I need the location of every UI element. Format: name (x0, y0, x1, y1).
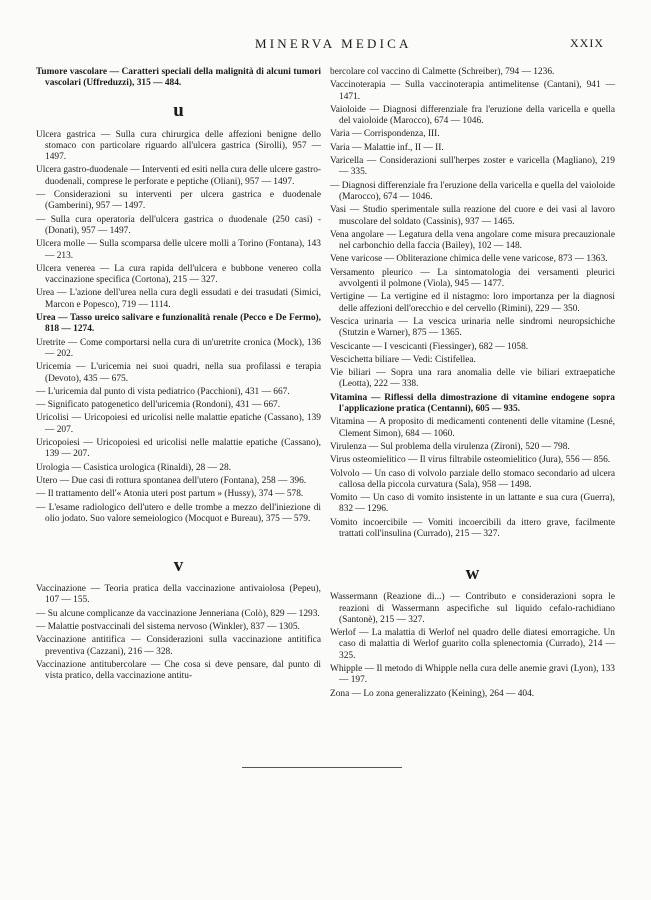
index-entry: Ulcera gastrica — Sulla cura chirurgica delle affezioni benigne dello stomaco con particolare riguardo all'ulcera gastrica (Sirolli), 957 — 1497. (36, 129, 321, 163)
index-entry: Virus osteomielitico — Il virus filtrabile osteomielitico (Jura), 556 — 856. (330, 455, 611, 466)
index-entry: Werlof — La malattia di Werlof nel quadro delle diatesi emorragiche. Un caso di malattia di Werlof guarito colla splenectomia (Currado), 214 — 325. (330, 628, 615, 661)
index-entry: Wassermann (Reazione di...) — Contributo e considerazioni sopra le reazioni di Wassermann aspecifiche sul liquido cefalo-rachidiano (Santonè), 215 — 327. (330, 592, 615, 625)
index-entry: Vaccinazione — Teoria pratica della vaccinazione antivaiolosa (Pepeu), 107 — 155. (36, 584, 321, 606)
index-entry: Vasi — Studio sperimentale sulla reazione del cuore e dei vasi al lavoro muscolare del soldato (Cassinis), 937 — 1465. (330, 205, 615, 227)
index-entry: Vaccinazione antitifica — Considerazioni sulla vaccinazione antitifica preventiva (Cazzani), 216 — 328. (36, 635, 321, 657)
page-number: XXIX (570, 36, 604, 50)
index-entry: Vaccinoterapia — Sulla vaccinoterapia antimelitense (Cantani), 941 — 1471. (330, 80, 615, 102)
index-entry: Varia — Corrispondenza, III. (330, 129, 440, 140)
index-entry: — Sulla cura operatoria dell'ulcera gastrica o duodenale (250 casi) - (Donati), 957 — 1497. (36, 214, 321, 236)
index-entry: Uricopoiesi — Uricopoiesi ed uricolisi nelle malattie epatiche (Cassano), 139 — 207. (36, 438, 321, 460)
index-entry: Vena angolare — Legatura della vena angolare come misura precauzionale nel carbonchio della faccia (Bailey), 102 — 148. (330, 229, 615, 252)
section-v-continued-entries (330, 67, 615, 540)
section-letter-u: u (173, 99, 184, 121)
index-entry: Versamento pleurico — La sintomatologia dei versamenti pleurici avvolgenti il polmone (Viola), 945 — 1477. (330, 267, 615, 290)
section-w-entries (330, 592, 615, 700)
index-entry: Vaccinazione antitubercolare — Che cosa si deve pensare, dal punto di vista pratico, della vaccinazione antitu- (36, 659, 321, 682)
index-entry: Urea — Tasso ureico salivare e funzionalità renale (Pecco e De Fermo), 818 — 1274. (36, 313, 321, 335)
index-entry: Vomito — Un caso di vomito insistente in un lattante e sua cura (Guerra), 832 — 1296. (330, 493, 615, 515)
running-head (0, 36, 651, 56)
index-entry: — Su alcune complicanze da vaccinazione Jenneriana (Colò), 829 — 1293. (36, 608, 320, 619)
index-entry: — Considerazioni su interventi per ulcera gastrica e duodenale (Gamberini), 957 — 1497. (36, 190, 321, 212)
index-entry: — Significato patogenetico dell'uricemia (Rondoni), 431 — 667. (36, 400, 281, 411)
index-entry: Urea — L'azione dell'urea nella cura degli essudati e dei trasudati (Simici, Marcon e Popesco), 719 — 1114. (36, 288, 321, 310)
index-entry: bercolare col vaccino di Calmette (Schreiber), 794 — 1236. (330, 67, 555, 77)
index-entry: Uricolisi — Uricopoiesi ed uricolisi nelle malattie epatiche (Cassano), 139 — 207. (36, 413, 321, 435)
index-entry: Vaioloide — Diagnosi differenziale fra l'eruzione della varicella e quella del vaioloide (Marocco), 674 — 1046. (330, 104, 615, 127)
left-column (36, 67, 321, 682)
section-v-entries (36, 584, 321, 682)
index-entry: Ulcera molle — Sulla scomparsa delle ulcere molli a Torino (Fontana), 143 — 213. (36, 239, 321, 261)
index-entry: Vescicante — I vescicanti (Fiessinger), 682 — 1058. (330, 341, 529, 352)
index-entry: Vitamina — Riflessi della dimostrazione di vitamine endogene sopra l'applicazione pratica (Centanni), 605 — 935. (330, 392, 615, 415)
index-entry: Varia — Malattie inf., II — II. (330, 142, 444, 153)
index-entry: Vescichetta biliare — Vedi: Cistifellea. (330, 354, 476, 365)
section-letter-w: w (465, 563, 480, 585)
journal-title: MINERVA MEDICA (255, 36, 412, 51)
index-entry: Ulcera gastro-duodenale — Interventi ed esiti nella cura delle ulcere gastro-duodenali, comprese le perforate e peptiche (Oliani), 957 — 1497. (36, 165, 321, 187)
section-letter-v: v (173, 555, 184, 577)
intro-entries (36, 67, 321, 90)
index-entry: Vie biliari — Sopra una rara anomalia delle vie biliari extraepatiche (Leotta), 222 — 338. (330, 368, 615, 390)
index-entry: — Il trattamento dell'« Atonia uteri post partum » (Hussy), 374 — 578. (36, 489, 304, 500)
index-entry: Varicella — Considerazioni sull'herpes zoster e varicella (Magliano), 219 — 335. (330, 156, 615, 178)
index-entry: — Diagnosi differenziale fra l'eruzione della varicella e quella del vaioloide (Marocco), 674 — 1046. (330, 180, 615, 202)
index-entry: Vescica urinaria — La vescica urinaria nelle sindromi neuropsichiche (Stutzin e Warner), 875 — 1365. (330, 316, 615, 339)
index-entry: — L'esame radiologico dell'utero e delle trombe a mezzo dell'iniezione di olio jodato. Suo valore semeiologico (Mocquot e Bureau), 375 — 579. (36, 502, 321, 524)
footer-rule (242, 767, 402, 768)
index-entry: Tumore vascolare — Caratteri speciali della malignità di alcuni tumori vascolari (Uffreduzzi), 315 — 484. (36, 67, 321, 89)
index-entry: Vitamina — A proposito di medicamenti contenenti delle vitamine (Lesné, Clement Simon), 684 — 1060. (330, 417, 615, 439)
index-entry: — L'uricemia dal punto di vista pediatrico (Pacchioni), 431 — 667. (36, 386, 290, 397)
index-entry: Vertigine — La vertigine ed il nistagmo: loro importanza per la diagnosi delle affezioni dell'orecchio e del cervello (Rimini), 229 — 350. (330, 292, 615, 314)
index-entry: Uricemia — L'uricemia nei suoi quadri, nella sua profilassi e terapia (Devoto), 435 — 675. (36, 362, 321, 384)
index-entry: — Malattie postvaccinali del sistema nervoso (Winkler), 837 — 1305. (36, 621, 300, 632)
index-entry: Uretrite — Come comportarsi nella cura di un'uretrite cronica (Mock), 136 — 202. (36, 337, 321, 359)
index-entry: Whipple — Il metodo di Whipple nella cura delle anemie gravi (Lyon), 133 — 197. (330, 664, 615, 686)
index-entry: Utero — Due casi di rottura spontanea dell'utero (Fontana), 258 — 396. (36, 475, 307, 486)
index-entry: Zona — Lo zona generalizzato (Keining), 264 — 404. (330, 688, 535, 699)
right-column (330, 67, 615, 700)
index-entry: Ulcera venerea — La cura rapida dell'ulcera e bubbone venereo colla vaccinazione specifica (Cortona), 215 — 327. (36, 263, 321, 286)
section-u-entries (36, 130, 321, 526)
index-entry: Vene varicose — Obliterazione chimica delle vene varicose, 873 — 1363. (330, 254, 608, 265)
index-entry: Urologia — Casistica urologica (Rinaldi), 28 — 28. (36, 462, 232, 473)
index-entry: Vomito incoercibile — Vomiti incoercibili da ittero grave, facilmente trattati coll'insulina (Currado), 215 — 327. (330, 517, 615, 539)
index-entry: Virulenza — Sul problema della virulenza (Zironi), 520 — 798. (330, 441, 570, 452)
index-entry: Volvolo — Un caso di volvolo parziale dello stomaco secondario ad ulcera callosa della piccola curvatura (Sala), 958 — 1498. (330, 468, 615, 490)
